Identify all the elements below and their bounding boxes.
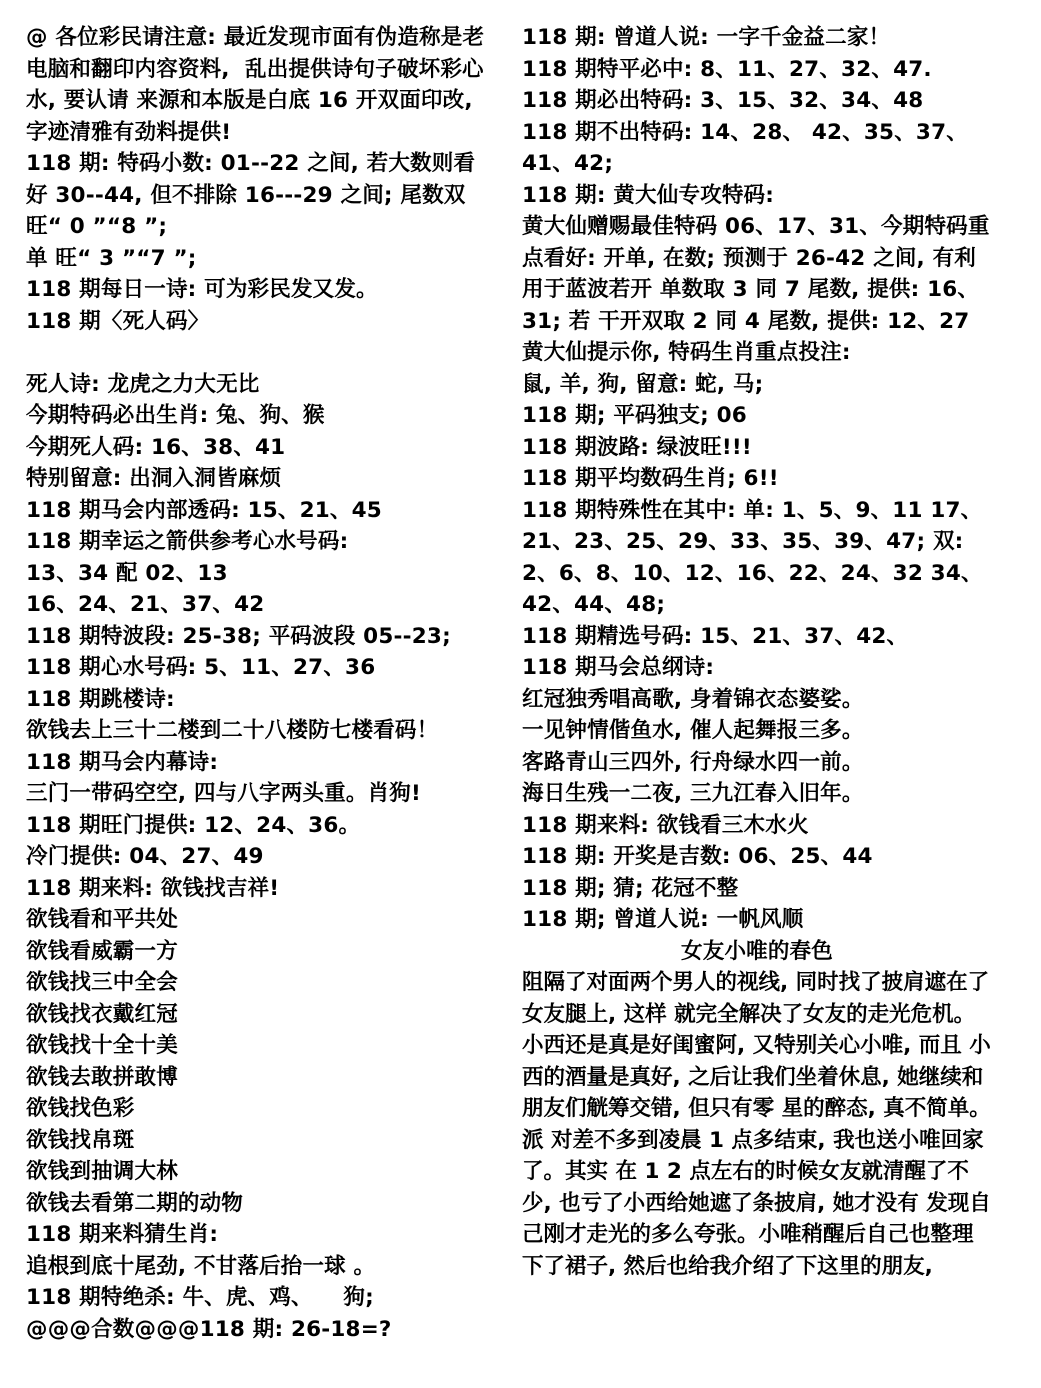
text-line: 118 期幸运之箭供参考心水号码:: [26, 529, 349, 554]
text-line: 118 期特平必中: 8、11、27、32、47.: [522, 56, 932, 82]
text-line: 黄大仙提示你, 特码生肖重点投注:: [522, 340, 851, 365]
text-line: 欲钱去敢拼敢博: [26, 1064, 178, 1090]
text-line: 一见钟情偕鱼水, 催人起舞报三多。: [522, 718, 864, 743]
text-line: 118 期心水号码: 5、11、27、36: [26, 655, 376, 680]
text-line: 118 期精选号码: 15、21、37、42、: [522, 623, 909, 649]
left-column: [26, 22, 496, 1378]
text-line: 118 期: 曾道人说: 一字千金益二家！: [522, 25, 891, 50]
text-line: 118 期; 猜; 花冠不整: [522, 875, 739, 901]
text-line: 118 期: 开奖是吉数: 06、25、44: [522, 844, 873, 869]
text-line: 欲钱找十全十美: [26, 1033, 178, 1058]
text-line: 欲钱到抽调大林: [26, 1159, 178, 1184]
text-line: 欲钱找衣戴红冠: [26, 1001, 178, 1027]
text-line: 118 期跳楼诗:: [26, 686, 175, 712]
text-line: 死人诗: 龙虎之力大无比: [26, 371, 260, 397]
text-line: 欲钱去上三十二楼到二十八楼防七楼看码！: [26, 718, 439, 743]
text-line: 欲钱看和平共处: [26, 907, 178, 932]
text-line: 特别留意: 出洞入洞皆麻烦: [26, 466, 282, 491]
text-line: 118 期特波段: 25-38; 平码波段 05--23;: [26, 623, 451, 649]
text-line: 118 期特殊性在其中: 单: 1、5、9、11 17、21、23、25、29、33、35、39、47; 双: 2、6、8、10、12、16、22、24、32 34、42、44、48;: [522, 497, 983, 617]
text-line: 欲钱找色彩: [26, 1096, 135, 1121]
text-line: 118 期来料: 欲钱看三木水火: [522, 812, 809, 838]
text-line: 118 期: 特码小数: 01--22 之间, 若大数则看好 30--44, 但不排除 16---29 之间; 尾数双旺“ 0 ”“8 ”;: [26, 151, 476, 239]
story-title: 女友小唯的春色: [681, 938, 833, 964]
spacer-line: [26, 337, 496, 369]
text-line: 黄大仙赠赐最佳特码 06、17、31、今期特码重点看好: 开单, 在数; 预测于 26-42 之间, 有利用于蓝波若开 单数取 3 同 7 尾数, 提供: 16、31; 若 干开双取 2 同 4 尾数, 提供: 12、27: [522, 214, 990, 334]
text-line: 118 期: 黄大仙专攻特码:: [522, 182, 775, 208]
text-line: 鼠, 羊, 狗, 留意: 蛇, 马;: [522, 371, 764, 397]
text-line: 118 期; 平码独支; 06: [522, 403, 747, 428]
text-line: 客路青山三四外, 行舟绿水四一前。: [522, 749, 864, 775]
two-column-layout: [26, 22, 1015, 1378]
text-line: 118 期马会内部透码: 15、21、45: [26, 497, 382, 523]
text-line: 海日生残一二夜, 三九江春入旧年。: [522, 781, 864, 806]
text-line: @ 各位彩民请注意: 最近发现市面有伪造称是老电脑和翻印内容资料, 乱出提供诗句子破坏彩心水, 要认请 来源和本版是白底 16 开双面印改, 字迹清雅有劲料提供!: [26, 25, 485, 145]
text-line: 红冠独秀唱高歌, 身着锦衣态婆娑。: [522, 686, 864, 712]
text-line: 118 期平均数码生肖; 6!!: [522, 466, 779, 491]
text-line: @@@合数@@@118 期: 26-18=?: [26, 1316, 392, 1342]
text-line: 118 期来料: 欲钱找吉祥!: [26, 875, 280, 901]
text-line: 16、24、21、37、42: [26, 592, 265, 617]
text-line: 三门一带码空空, 四与八字两头重。肖狗!: [26, 781, 421, 806]
text-line: 冷门提供: 04、27、49: [26, 844, 264, 869]
text-line: 118 期; 曾道人说: 一帆风顺: [522, 907, 804, 932]
text-line: 欲钱看威霸一方: [26, 938, 178, 964]
text-line: 118 期不出特码: 14、28、 42、35、37、41、42;: [522, 119, 968, 176]
text-line: 118 期〈死人码〉: [26, 308, 210, 334]
text-line: 118 期波路: 绿波旺!!!: [522, 434, 752, 460]
text-line: 欲钱找帛斑: [26, 1127, 135, 1153]
text-line: 追根到底十尾劲, 不甘落后抬一球 。: [26, 1253, 376, 1279]
text-line: 13、34 配 02、13: [26, 560, 228, 586]
right-column: [522, 22, 992, 1378]
story-body: 阻隔了对面两个男人的视线, 同时找了披肩遮在了女友腿上, 这样 就完全解决了女友的走光危机。小西还是真是好闺蜜阿, 又特别关心小唯, 而且 小西的酒量是真好, 之后让我们坐着休息, 她继续和朋友们觥筹交错, 但只有零 星的醉态, 真不简单。派 对差不多到凌晨 1 点多结束, 我也送小唯回家了。其实 在 1 2 点左右的时候女友就清醒了不少, 也亏了小西给她遮了条披肩, 她才没有 发现自己刚才走光的多么夸张。小唯稍醒后自己也整理下了裙子, 然后也给我介绍了下这里的朋友,: [522, 970, 991, 1279]
text-line: 今期特码必出生肖: 兔、狗、猴: [26, 403, 325, 428]
text-line: 118 期旺门提供: 12、24、36。: [26, 812, 361, 838]
text-line: 118 期来料猜生肖:: [26, 1222, 219, 1247]
text-line: 118 期必出特码: 3、15、32、34、48: [522, 88, 924, 113]
text-line: 欲钱找三中全会: [26, 970, 178, 995]
text-line: 118 期每日一诗: 可为彩民发又发。: [26, 277, 378, 302]
text-line: 118 期特绝杀: 牛、虎、鸡、 狗;: [26, 1285, 374, 1310]
text-line: 欲钱去看第二期的动物: [26, 1190, 244, 1216]
text-line: 今期死人码: 16、38、41: [26, 434, 286, 460]
text-line: 118 期马会总纲诗:: [522, 655, 715, 680]
text-line: 单 旺“ 3 ”“7 ”;: [26, 245, 197, 271]
text-line: 118 期马会内幕诗:: [26, 749, 219, 775]
